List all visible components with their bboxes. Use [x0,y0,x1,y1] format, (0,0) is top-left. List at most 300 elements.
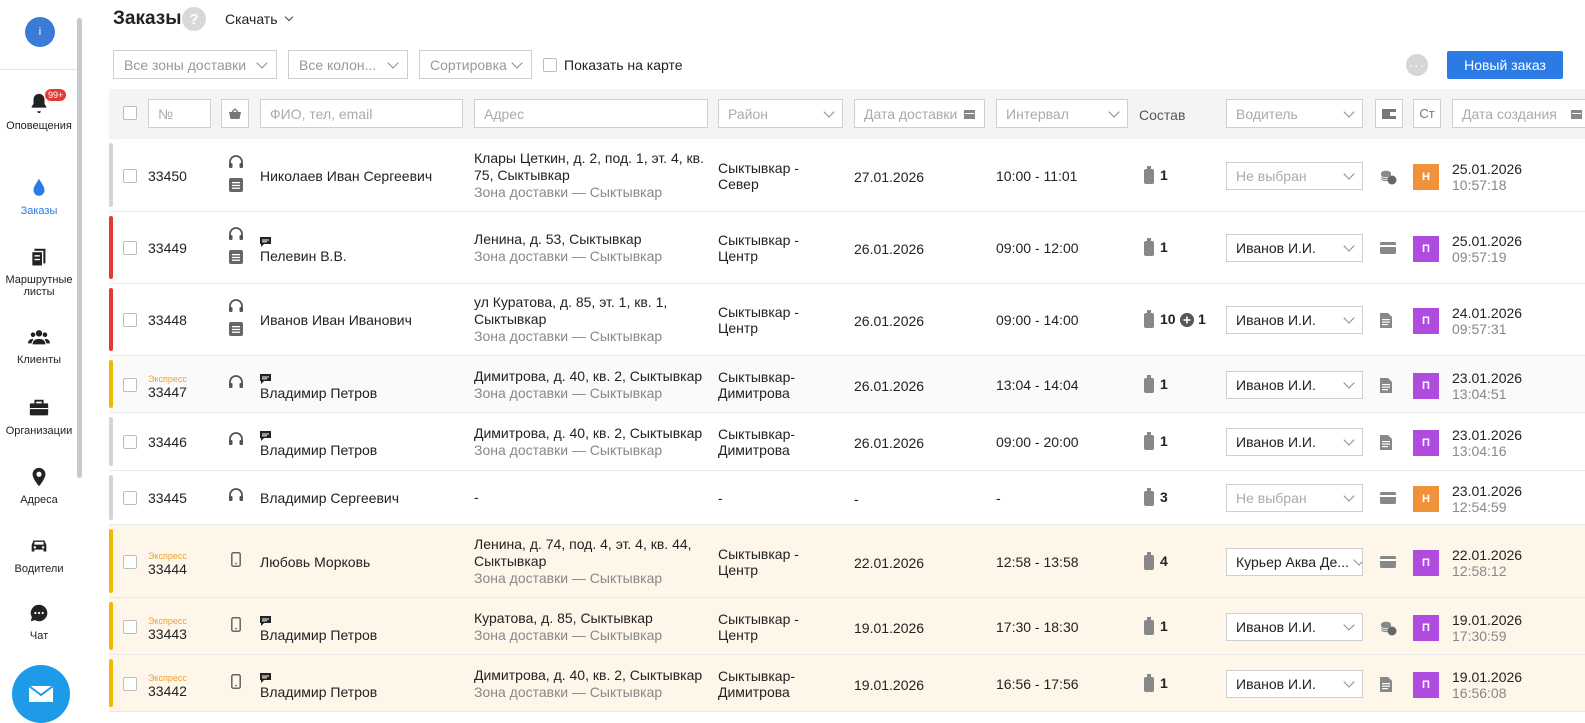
address-filter-input[interactable] [474,99,708,128]
created-date: 24.01.2026 [1452,305,1523,321]
route-sheets-icon [28,246,50,268]
address-line: Димитрова, д. 40, кв. 2, Сыктывкар [474,368,703,384]
table-header [109,89,1585,139]
sidebar-item-label: Маршрутные листы [5,274,73,298]
address-filter-placeholder: Адрес [484,105,525,122]
water-bottle-icon [1143,375,1155,396]
row-checkbox[interactable] [123,241,137,255]
created-date: 23.01.2026 [1452,370,1523,386]
order-number[interactable]: 33449 [148,240,187,256]
address-cell[interactable] [474,610,709,644]
table-row[interactable] [109,525,1585,598]
select-all-checkbox[interactable] [123,106,137,120]
delivery-interval: 13:04 - 14:04 [996,377,1079,393]
driver-select[interactable] [1226,428,1363,456]
client-name[interactable]: Владимир Петров [260,684,378,700]
delivery-date-filter[interactable] [854,99,985,128]
table-row[interactable] [109,139,1585,212]
sort-filter-label: Сортировка [430,56,507,73]
created-time: 17:30:59 [1452,628,1507,644]
table-row[interactable] [109,284,1585,356]
columns-filter-label: Все колон... [299,56,377,73]
mail-button[interactable] [12,665,70,723]
status-filter-label: Ст [1419,106,1435,121]
table-row[interactable] [109,598,1585,655]
address-cell[interactable] [474,368,709,402]
driver-filter[interactable] [1226,99,1363,128]
sidebar-item-clients[interactable] [0,326,78,366]
status-badge[interactable]: П [1413,615,1439,641]
order-number: 33442 [148,683,187,699]
headset-icon [228,299,244,317]
headset-icon [228,432,244,450]
payment-filter-button[interactable] [1375,99,1403,128]
address-cell[interactable] [474,294,709,345]
calendar-icon [1571,109,1582,119]
district-line: Сыктывкар- [718,426,796,442]
pin-icon [28,466,50,488]
notifications-badge: 99+ [44,88,67,102]
district-cell [718,668,795,700]
row-checkbox[interactable] [123,677,137,691]
bottle-quantity: 10 [1160,311,1176,327]
help-icon[interactable]: ? [182,7,206,31]
zones-filter-label: Все зоны доставки [124,56,247,73]
water-bottle-icon [1143,488,1155,509]
sidebar-item-label: Чат [29,630,49,642]
order-number[interactable]: 33446 [148,434,187,450]
driver-select[interactable] [1226,306,1363,334]
drop-icon [28,177,50,199]
show-on-map-toggle[interactable] [543,57,683,73]
address-line: Ленина, д. 74, под. 4, эт. 4, кв. 44, [474,536,692,552]
delivery-date: 22.01.2026 [854,555,925,571]
created-date-filter[interactable] [1452,99,1585,128]
address-cell[interactable] [474,667,709,701]
water-bottle-icon [1143,552,1155,573]
sidebar-item-label: Оповещения [6,120,72,132]
status-badge[interactable]: П [1413,308,1439,334]
created-cell [1452,370,1522,402]
sidebar-item-label: Заказы [20,205,58,217]
delivery-interval: 09:00 - 20:00 [996,434,1079,450]
water-bottle-icon [1143,166,1155,187]
status-filter-button[interactable] [1413,99,1441,128]
basket-filter-button[interactable] [221,99,249,128]
status-badge[interactable]: П [1413,430,1439,456]
water-bottle-icon [1143,674,1155,695]
extra-quantity: 1 [1198,311,1206,327]
interval-filter-label: Интервал [1006,105,1069,122]
row-checkbox[interactable] [123,378,137,392]
table-row[interactable] [109,356,1585,413]
district-line: Димитрова [718,442,790,458]
row-status-bar [109,602,113,650]
district-cell [718,232,799,264]
sidebar-item-label: Водители [14,563,64,575]
client-name[interactable]: Владимир Сергеевич [260,490,400,506]
status-badge[interactable]: П [1413,236,1439,262]
sidebar-item-chat[interactable] [0,602,78,642]
district-line: Север [718,176,759,192]
order-number-cell[interactable] [148,551,187,577]
address-line: Димитрова, д. 40, кв. 2, Сыктывкар [474,667,703,683]
content-column-header: Состав [1139,107,1186,123]
driver-select-value: Курьер Аква Де... [1236,554,1349,570]
created-time: 16:56:08 [1452,685,1507,701]
express-label: Экспресс [148,673,187,683]
driver-select-value: Иванов И.И. [1236,377,1316,393]
delivery-zone: Зона доставки — Сыктывкар [474,385,663,401]
district-line: Сыктывкар- [718,369,796,385]
interval-filter[interactable] [996,99,1128,128]
wallet-icon [1382,108,1396,120]
delivery-interval: 17:30 - 18:30 [996,619,1079,635]
client-filter-input[interactable] [260,99,463,128]
client-filter-placeholder: ФИО, тел, email [270,105,373,122]
water-bottle-icon [1143,432,1155,453]
address-line: Димитрова, д. 40, кв. 2, Сыктывкар [474,425,703,441]
row-status-bar [109,529,113,593]
card-icon [1380,491,1396,507]
row-status-bar [109,143,113,207]
briefcase-icon [28,397,50,419]
avatar[interactable]: i [25,17,55,47]
chevron-down-icon [1353,554,1363,565]
chevron-down-icon [511,57,522,68]
row-checkbox[interactable] [123,435,137,449]
status-badge[interactable]: П [1413,373,1439,399]
district-cell [718,611,799,643]
chevron-down-icon [1343,434,1354,445]
sidebar-item-orders[interactable] [0,177,78,217]
delivery-interval: - [996,490,1001,506]
calendar-icon [964,109,975,119]
row-status-bar [109,216,113,279]
created-date: 23.01.2026 [1452,427,1523,443]
district-line: Сыктывкар - [718,304,799,320]
address-line: Сыктывкар [474,553,547,569]
chevron-down-icon [1343,240,1354,251]
address-line: ул Куратова, д. 85, эт. 1, кв. 1, [474,294,668,310]
created-date: 22.01.2026 [1452,547,1523,563]
client-name[interactable]: Иванов Иван Иванович [260,312,412,328]
created-time: 12:58:12 [1452,563,1507,579]
chevron-down-icon [1343,490,1354,501]
client-name[interactable]: Николаев Иван Сергеевич [260,168,433,184]
created-time: 12:54:59 [1452,499,1507,515]
clients-icon [28,326,50,348]
bottle-quantity: 1 [1160,618,1168,634]
basket-icon [228,108,242,120]
zones-filter[interactable] [113,50,277,79]
delivery-date-filter-label: Дата доставки [864,105,958,122]
show-on-map-label: Показать на карте [564,57,683,73]
district-cell [718,546,799,578]
district-line: Центр [718,320,759,336]
created-time: 10:57:18 [1452,177,1507,193]
chat-icon [28,602,50,624]
row-status-bar [109,417,113,466]
delivery-zone: Зона доставки — Сыктывкар [474,184,663,200]
bottle-quantity: 1 [1160,675,1168,691]
plus-circle-icon [1180,313,1194,330]
delivery-interval: 09:00 - 12:00 [996,240,1079,256]
columns-filter[interactable] [288,50,408,79]
driver-select[interactable] [1226,484,1363,512]
address-cell[interactable] [474,489,709,506]
order-number[interactable]: 33448 [148,312,187,328]
more-options-button[interactable]: ··· [1406,54,1428,76]
chevron-down-icon [1343,312,1354,323]
chevron-down-icon [256,57,267,68]
created-cell [1452,161,1522,193]
delivery-date: 27.01.2026 [854,169,925,185]
created-time: 13:04:16 [1452,443,1507,459]
client-name[interactable]: Любовь Морковь [260,554,371,570]
bottle-quantity: 4 [1160,553,1168,569]
created-date: 19.01.2026 [1452,612,1523,628]
created-cell [1452,427,1522,459]
sidebar-item-label: Клиенты [16,354,62,366]
district-line: Сыктывкар - [718,232,799,248]
express-label: Экспресс [148,374,187,384]
delivery-interval: 16:56 - 17:56 [996,676,1079,692]
district-line: Сыктывкар - [718,611,799,627]
page-title: Заказы [113,8,182,29]
sidebar-item-addresses[interactable] [0,466,78,506]
bottle-quantity: 1 [1160,167,1168,183]
delivery-zone: Зона доставки — Сыктывкар [474,442,663,458]
car-icon [28,535,50,557]
card-icon [1380,555,1396,571]
sidebar-item-drivers[interactable] [0,535,78,575]
express-label: Экспресс [148,616,187,626]
chevron-down-icon [1343,676,1354,687]
phone-icon [231,674,241,692]
invoice-icon [1380,378,1392,396]
sidebar-item-label: Организации [5,425,73,437]
district-filter[interactable] [718,99,843,128]
delivery-interval: 12:58 - 13:58 [996,554,1079,570]
order-number: 33444 [148,561,187,577]
table-row[interactable] [109,655,1585,712]
water-bottle-icon [1143,617,1155,638]
client-name[interactable]: Владимир Петров [260,627,378,643]
row-status-bar [109,288,113,351]
address-line: - [474,489,479,505]
delivery-date: - [854,491,859,507]
show-on-map-checkbox[interactable] [543,58,557,72]
receipt-icon[interactable] [229,250,243,267]
row-checkbox[interactable] [123,555,137,569]
district-line: Димитрова [718,385,790,401]
driver-select-value: Не выбран [1236,490,1307,506]
driver-select[interactable] [1226,670,1363,698]
chevron-down-icon [1343,377,1354,388]
client-name[interactable]: Пелевин В.В. [260,248,347,264]
order-number-cell[interactable] [148,616,187,642]
sidebar-scrollbar[interactable] [77,18,82,478]
delivery-interval: 09:00 - 14:00 [996,312,1079,328]
created-time: 09:57:19 [1452,249,1507,265]
address-line: 75, Сыктывкар [474,167,570,183]
table-row[interactable] [109,471,1585,525]
delivery-date: 19.01.2026 [854,620,925,636]
sort-filter[interactable] [419,50,532,79]
driver-select[interactable] [1226,162,1363,190]
created-time: 13:04:51 [1452,386,1507,402]
headset-icon [228,227,244,245]
driver-select[interactable] [1226,371,1363,399]
sidebar-item-route-sheets[interactable] [0,246,78,298]
invoice-icon [1380,677,1392,695]
district-line: - [718,490,723,506]
chevron-down-icon [1343,619,1354,630]
chevron-down-icon [387,57,398,68]
address-line: Клары Цеткин, д. 2, под. 1, эт. 4, кв. [474,150,704,166]
address-cell[interactable] [474,150,709,201]
new-order-button[interactable]: Новый заказ [1447,51,1563,79]
download-dropdown[interactable] [225,11,292,27]
envelope-icon [28,684,54,704]
delivery-date: 26.01.2026 [854,313,925,329]
sidebar-item-notifications[interactable] [0,92,78,132]
district-line: Центр [718,562,759,578]
delivery-zone: Зона доставки — Сыктывкар [474,627,663,643]
district-line: Центр [718,248,759,264]
row-status-bar [109,659,113,707]
district-cell [718,369,795,401]
headset-icon [228,488,244,506]
address-cell[interactable] [474,425,709,459]
delivery-date: 19.01.2026 [854,677,925,693]
download-label: Скачать [225,11,278,27]
district-cell [718,490,723,506]
district-line: Сыктывкар - [718,160,799,176]
driver-select[interactable] [1226,234,1363,262]
client-name[interactable]: Владимир Петров [260,385,378,401]
number-filter-input[interactable] [148,99,211,128]
driver-select[interactable] [1226,548,1363,576]
driver-select-value: Не выбран [1236,168,1307,184]
status-badge[interactable]: Н [1413,486,1439,512]
sidebar [0,0,80,720]
invoice-icon [1380,313,1392,331]
number-filter-placeholder: № [158,105,174,122]
address-cell[interactable] [474,536,709,587]
driver-select-value: Иванов И.И. [1236,676,1316,692]
district-cell [718,304,799,336]
receipt-icon[interactable] [229,322,243,339]
status-badge[interactable]: П [1413,672,1439,698]
order-number-cell[interactable] [148,673,187,699]
card-icon [1380,241,1396,257]
cash-icon [1380,169,1397,188]
address-cell[interactable] [474,231,709,265]
district-cell [718,426,795,458]
row-checkbox[interactable] [123,313,137,327]
delivery-zone: Зона доставки — Сыктывкар [474,570,663,586]
row-checkbox[interactable] [123,491,137,505]
row-checkbox[interactable] [123,620,137,634]
created-cell [1452,233,1522,265]
driver-select[interactable] [1226,613,1363,641]
status-badge[interactable]: П [1413,550,1439,576]
delivery-zone: Зона доставки — Сыктывкар [474,684,663,700]
headset-icon [228,155,244,173]
address-line: Куратова, д. 85, Сыктывкар [474,610,653,626]
driver-select-value: Иванов И.И. [1236,619,1316,635]
chevron-down-icon [284,13,292,21]
row-status-bar [109,360,113,408]
delivery-date: 26.01.2026 [854,435,925,451]
client-name[interactable]: Владимир Петров [260,442,378,458]
created-cell [1452,547,1522,579]
district-cell [718,160,799,192]
address-line: Ленина, д. 53, Сыктывкар [474,231,642,247]
phone-icon [231,617,241,635]
created-date: 19.01.2026 [1452,669,1523,685]
bottle-quantity: 1 [1160,376,1168,392]
order-number[interactable]: 33450 [148,168,187,184]
bottle-quantity: 3 [1160,489,1168,505]
sidebar-divider [0,69,78,70]
water-bottle-icon [1143,310,1155,331]
delivery-date: 26.01.2026 [854,378,925,394]
created-cell [1452,483,1522,515]
address-line: Сыктывкар [474,311,547,327]
created-date: 25.01.2026 [1452,161,1523,177]
delivery-zone: Зона доставки — Сыктывкар [474,328,663,344]
sidebar-item-organizations[interactable] [0,397,78,437]
created-date: 23.01.2026 [1452,483,1523,499]
status-badge[interactable]: Н [1413,164,1439,190]
order-number: 33443 [148,626,187,642]
order-number: 33447 [148,384,187,400]
driver-select-value: Иванов И.И. [1236,240,1316,256]
created-cell [1452,305,1522,337]
district-line: Центр [718,627,759,643]
created-cell [1452,612,1522,644]
district-filter-label: Район [728,105,768,122]
driver-select-value: Иванов И.И. [1236,312,1316,328]
created-date-filter-label: Дата создания [1462,105,1557,122]
bottle-quantity: 1 [1160,433,1168,449]
bottle-quantity: 1 [1160,239,1168,255]
created-time: 09:57:31 [1452,321,1507,337]
chevron-down-icon [1343,106,1354,117]
district-line: Димитрова [718,684,790,700]
delivery-interval: 10:00 - 11:01 [996,168,1078,184]
delivery-zone: Зона доставки — Сыктывкар [474,248,663,264]
receipt-icon[interactable] [229,178,243,195]
chevron-down-icon [1343,168,1354,179]
sidebar-item-label: Адреса [20,494,58,506]
phone-icon [231,552,241,570]
headset-icon [228,375,244,393]
row-checkbox[interactable] [123,169,137,183]
table-row[interactable] [109,413,1585,471]
order-number[interactable]: 33445 [148,490,187,506]
invoice-icon [1380,435,1392,453]
delivery-date: 26.01.2026 [854,241,925,257]
table-row[interactable] [109,212,1585,284]
driver-filter-label: Водитель [1236,105,1298,122]
chevron-down-icon [1108,106,1119,117]
order-number-cell[interactable] [148,374,187,400]
district-line: Сыктывкар- [718,668,796,684]
